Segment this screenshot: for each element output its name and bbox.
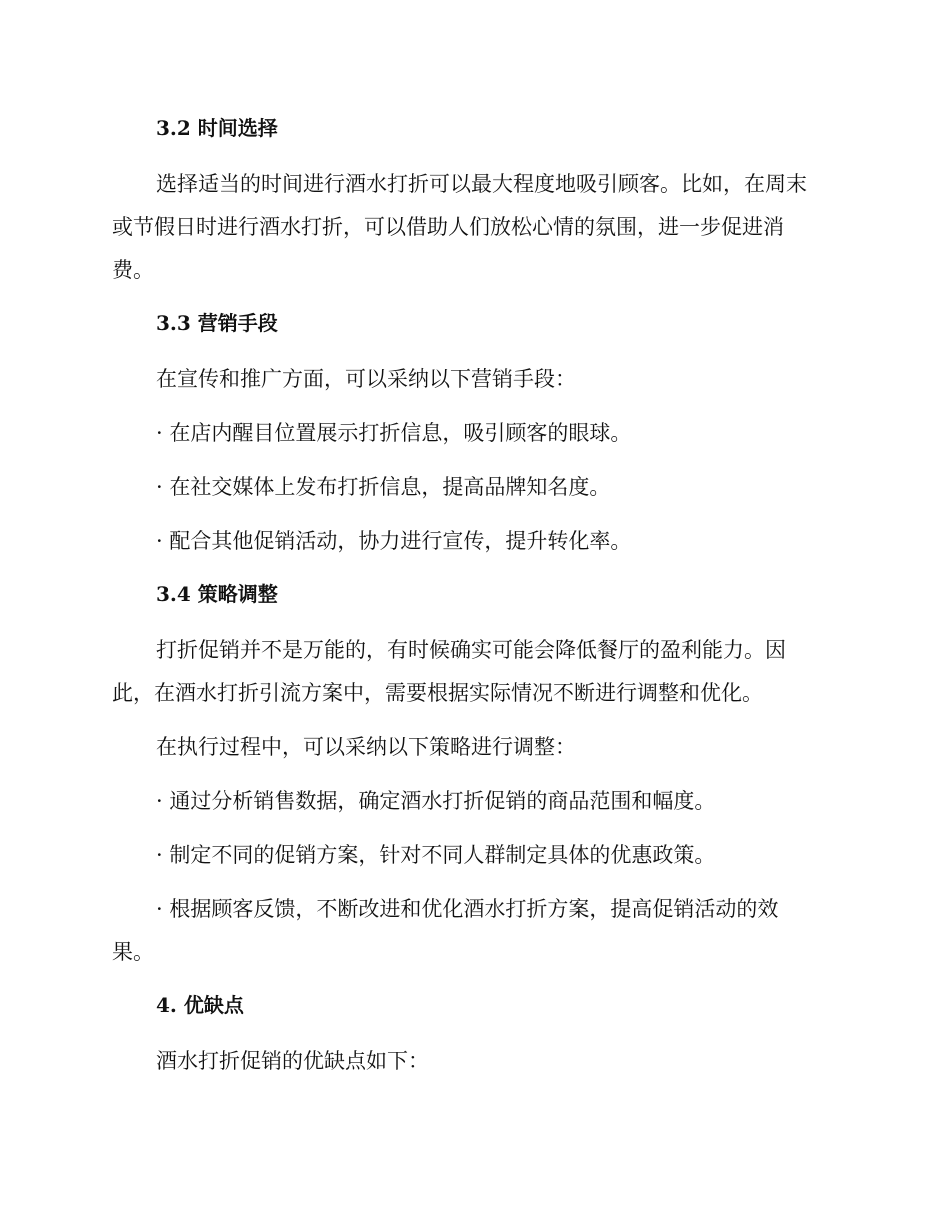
paragraph-time-selection: 选择适当的时间进行酒水打折可以最大程度地吸引顾客。比如，在周末或节假日时进行酒水打折，可以借助人们放松心情的氛围，进一步促进消费。 <box>112 172 807 282</box>
bullet-strategy-3: · 根据顾客反馈，不断改进和优化酒水打折方案，提高促销活动的效果。 <box>112 897 779 964</box>
section-heading-3-3: 3.3 营销手段 <box>156 311 278 335</box>
section-heading-3-2: 3.2 时间选择 <box>156 116 278 140</box>
section-heading-3-4: 3.4 策略调整 <box>156 582 278 606</box>
bullet-strategy-1: · 通过分析销售数据，确定酒水打折促销的商品范围和幅度。 <box>156 789 716 813</box>
section-heading-4: 4. 优缺点 <box>156 993 244 1017</box>
bullet-marketing-2: · 在社交媒体上发布打折信息，提高品牌知名度。 <box>156 475 611 499</box>
document-body <box>112 108 816 1083</box>
bullet-strategy-2: · 制定不同的促销方案，针对不同人群制定具体的优惠政策。 <box>156 843 716 867</box>
paragraph-pros-cons-intro: 酒水打折促销的优缺点如下： <box>156 1049 429 1073</box>
bullet-marketing-1: · 在店内醒目位置展示打折信息，吸引顾客的眼球。 <box>156 421 632 445</box>
paragraph-strategy-intro: 在执行过程中，可以采纳以下策略进行调整： <box>156 735 576 759</box>
bullet-marketing-3: · 配合其他促销活动，协力进行宣传，提升转化率。 <box>156 529 632 553</box>
paragraph-marketing-intro: 在宣传和推广方面，可以采纳以下营销手段： <box>156 367 576 391</box>
paragraph-strategy: 打折促销并不是万能的，有时候确实可能会降低餐厅的盈利能力。因此，在酒水打折引流方案中，需要根据实际情况不断进行调整和优化。 <box>112 638 786 705</box>
